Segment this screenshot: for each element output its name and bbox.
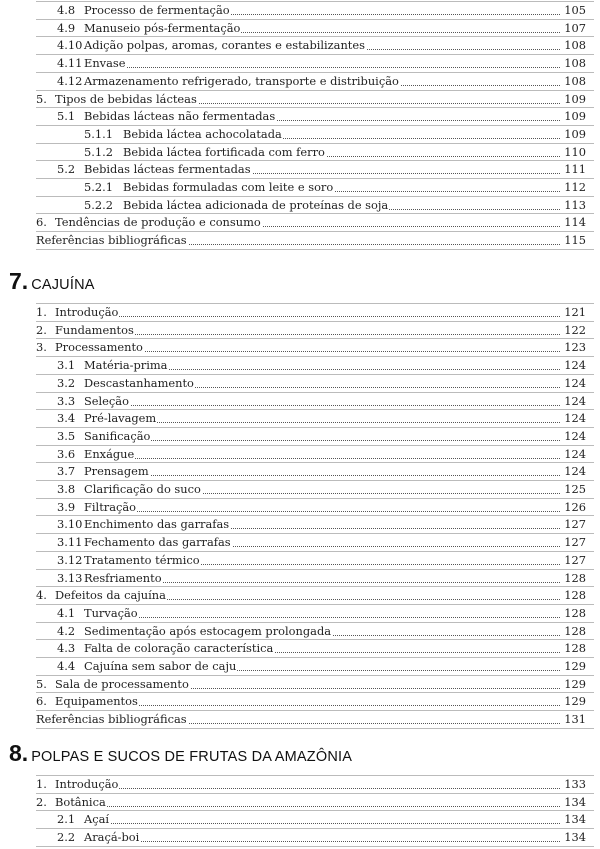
entry-title: Introdução bbox=[55, 304, 119, 322]
toc-entry[interactable] bbox=[0, 55, 600, 73]
entry-number: 3.5 bbox=[57, 428, 76, 443]
toc-entry[interactable] bbox=[0, 339, 600, 357]
toc-entry[interactable] bbox=[0, 605, 600, 623]
entry-page-number: 107 bbox=[562, 20, 586, 38]
entry-page-number: 114 bbox=[562, 214, 586, 232]
entry-title: Araçá-boi bbox=[84, 829, 140, 847]
row-rule bbox=[36, 846, 594, 847]
entry-page-number: 127 bbox=[562, 516, 586, 534]
entry-number: 2.2 bbox=[57, 830, 76, 845]
entry-number: 3.1 bbox=[57, 358, 76, 373]
entry-title: Bebidas lácteas não fermentadas bbox=[84, 108, 276, 126]
entry-page-number: 112 bbox=[562, 179, 586, 197]
entry-number: 3.9 bbox=[57, 499, 76, 514]
entry-page-number: 127 bbox=[562, 552, 586, 570]
toc-entry[interactable] bbox=[0, 410, 600, 428]
entry-number: 2.1 bbox=[57, 812, 76, 827]
toc-entry[interactable] bbox=[0, 711, 600, 729]
toc-entry[interactable] bbox=[0, 499, 600, 517]
entry-number: 4.9 bbox=[57, 20, 76, 35]
entry-page-number: 128 bbox=[562, 570, 586, 588]
entry-title: Adição polpas, aromas, corantes e estabilizantes bbox=[84, 37, 366, 55]
chapter-number: 7. bbox=[9, 268, 29, 294]
toc-entry[interactable] bbox=[0, 197, 600, 215]
entry-title: Equipamentos bbox=[55, 693, 139, 711]
entry-number: 3.3 bbox=[57, 393, 76, 408]
entry-title: Açaí bbox=[84, 811, 110, 829]
entry-page-number: 108 bbox=[562, 55, 586, 73]
entry-page-number: 113 bbox=[562, 197, 586, 215]
entry-page-number: 115 bbox=[562, 232, 586, 250]
toc-entry[interactable] bbox=[0, 640, 600, 658]
dot-leader bbox=[84, 617, 560, 618]
entry-number: 2. bbox=[36, 794, 47, 809]
entry-title: Pré-lavagem bbox=[84, 410, 157, 428]
entry-title: Sanificação bbox=[84, 428, 151, 446]
chapter-heading bbox=[9, 740, 352, 768]
toc-entry[interactable] bbox=[0, 375, 600, 393]
entry-title: Sala de processamento bbox=[55, 676, 190, 694]
toc-entry[interactable] bbox=[0, 446, 600, 464]
entry-title: Tendências de produção e consumo bbox=[55, 214, 262, 232]
entry-title: Bebidas lácteas fermentadas bbox=[84, 161, 252, 179]
toc-entry[interactable] bbox=[0, 37, 600, 55]
chapter-number: 8. bbox=[9, 740, 29, 766]
entry-title: Turvação bbox=[84, 605, 139, 623]
entry-number: 4.11 bbox=[57, 56, 83, 71]
entry-title: Seleção bbox=[84, 393, 130, 411]
entry-title: Falta de coloração característica bbox=[84, 640, 274, 658]
entry-page-number: 133 bbox=[562, 776, 586, 794]
toc-entry[interactable] bbox=[0, 428, 600, 446]
toc-entry[interactable] bbox=[0, 552, 600, 570]
entry-number: 5.2 bbox=[57, 162, 76, 177]
entry-title: Fundamentos bbox=[55, 322, 135, 340]
toc-entry[interactable] bbox=[0, 108, 600, 126]
toc-entry[interactable] bbox=[0, 623, 600, 641]
entry-title: Introdução bbox=[55, 776, 119, 794]
toc-entry[interactable] bbox=[0, 676, 600, 694]
entry-title: Defeitos da cajuína bbox=[55, 587, 167, 605]
entry-title: Manuseio pós-fermentação bbox=[84, 20, 241, 38]
entry-page-number: 124 bbox=[562, 428, 586, 446]
toc-entry[interactable] bbox=[0, 393, 600, 411]
entry-number: 4.2 bbox=[57, 623, 76, 638]
entry-title: Resfriamento bbox=[84, 570, 163, 588]
entry-number: 3.2 bbox=[57, 375, 76, 390]
dot-leader bbox=[84, 440, 560, 441]
dot-leader bbox=[84, 511, 560, 512]
entry-page-number: 134 bbox=[562, 829, 586, 847]
entry-number: 5.1.1 bbox=[84, 126, 113, 141]
entry-number: 4.12 bbox=[57, 73, 83, 88]
toc-entry[interactable] bbox=[0, 481, 600, 499]
entry-number: 3.6 bbox=[57, 446, 76, 461]
entry-title: Enchimento das garrafas bbox=[84, 516, 230, 534]
toc-entry[interactable] bbox=[0, 776, 600, 794]
entry-page-number: 129 bbox=[562, 693, 586, 711]
entry-title: Tipos de bebidas lácteas bbox=[55, 91, 198, 109]
entry-title: Cajuína sem sabor de caju bbox=[84, 658, 237, 676]
entry-title: Clarificação do suco bbox=[84, 481, 202, 499]
entry-title: Bebida láctea achocolatada bbox=[123, 126, 283, 144]
entry-page-number: 127 bbox=[562, 534, 586, 552]
dot-leader bbox=[55, 316, 560, 317]
entry-page-number: 124 bbox=[562, 393, 586, 411]
entry-page-number: 109 bbox=[562, 91, 586, 109]
entry-page-number: 128 bbox=[562, 605, 586, 623]
chapter-heading bbox=[9, 268, 95, 296]
entry-title: Bebidas formuladas com leite e soro bbox=[123, 179, 334, 197]
entry-title: Sedimentação após estocagem prolongada bbox=[84, 623, 332, 641]
entry-page-number: 134 bbox=[562, 794, 586, 812]
entry-number: 4.4 bbox=[57, 659, 76, 673]
entry-title: Matéria-prima bbox=[84, 357, 168, 375]
entry-number: 5. bbox=[36, 91, 47, 106]
entry-number: 4.1 bbox=[57, 605, 76, 620]
chapter-title: POLPAS E SUCOS DE FRUTAS DA AMAZÔNIA bbox=[31, 749, 353, 765]
entry-number: 1. bbox=[36, 305, 47, 319]
entry-number: 5.2.2 bbox=[84, 197, 113, 212]
entry-page-number: 131 bbox=[562, 711, 586, 729]
dot-leader bbox=[84, 841, 560, 842]
entry-number: 3.13 bbox=[57, 570, 83, 585]
entry-number: 3.7 bbox=[57, 464, 76, 479]
entry-page-number: 128 bbox=[562, 587, 586, 605]
toc-entry[interactable] bbox=[0, 570, 600, 588]
toc-entry[interactable] bbox=[0, 534, 600, 552]
entry-title: Bebida láctea adicionada de proteínas de soja bbox=[123, 197, 389, 215]
entry-page-number: 108 bbox=[562, 73, 586, 91]
entry-page-number: 128 bbox=[562, 623, 586, 641]
entry-number: 4.3 bbox=[57, 641, 76, 656]
dot-leader bbox=[55, 788, 560, 789]
toc-entry[interactable] bbox=[0, 463, 600, 481]
row-rule bbox=[36, 249, 594, 250]
dot-leader bbox=[84, 67, 560, 68]
entry-title: Descastanhamento bbox=[84, 375, 195, 393]
toc-entry[interactable] bbox=[0, 811, 600, 829]
toc-entry[interactable] bbox=[0, 322, 600, 340]
entry-page-number: 123 bbox=[562, 339, 586, 357]
entry-title: Botânica bbox=[55, 794, 107, 812]
entry-title: Enxágue bbox=[84, 446, 135, 464]
toc-entry[interactable] bbox=[0, 829, 600, 847]
dot-leader bbox=[55, 806, 560, 807]
toc-entry[interactable] bbox=[0, 516, 600, 534]
toc-entry[interactable] bbox=[0, 126, 600, 144]
toc-entry[interactable] bbox=[0, 73, 600, 91]
entry-page-number: 122 bbox=[562, 322, 586, 340]
entry-number: 3.8 bbox=[57, 482, 76, 496]
toc-entry[interactable] bbox=[0, 161, 600, 179]
entry-page-number: 108 bbox=[562, 37, 586, 55]
toc-entry[interactable] bbox=[0, 91, 600, 109]
dot-leader bbox=[84, 475, 560, 476]
entry-title: Referências bibliográficas bbox=[36, 232, 188, 250]
entry-page-number: 105 bbox=[562, 2, 586, 20]
entry-page-number: 124 bbox=[562, 375, 586, 393]
entry-number: 5.1 bbox=[57, 109, 76, 124]
toc-entry[interactable] bbox=[0, 2, 600, 20]
entry-title: Referências bibliográficas bbox=[36, 711, 188, 729]
chapter-title: CAJUÍNA bbox=[31, 277, 95, 293]
toc-entry[interactable] bbox=[0, 587, 600, 605]
entry-number: 6. bbox=[36, 215, 47, 230]
entry-page-number: 129 bbox=[562, 676, 586, 694]
entry-number: 3.11 bbox=[57, 535, 83, 550]
entry-number: 2. bbox=[36, 322, 47, 337]
entry-page-number: 134 bbox=[562, 811, 586, 829]
entry-page-number: 110 bbox=[562, 144, 586, 162]
entry-number: 3. bbox=[36, 340, 47, 355]
toc-entry[interactable] bbox=[0, 20, 600, 38]
entry-number: 6. bbox=[36, 694, 47, 709]
toc-entry[interactable] bbox=[0, 232, 600, 250]
entry-number: 3.4 bbox=[57, 411, 76, 426]
entry-number: 4.10 bbox=[57, 38, 83, 53]
entry-number: 3.10 bbox=[57, 517, 83, 532]
entry-number: 4. bbox=[36, 588, 47, 603]
entry-page-number: 124 bbox=[562, 446, 586, 464]
entry-page-number: 124 bbox=[562, 410, 586, 428]
toc-entry[interactable] bbox=[0, 214, 600, 232]
entry-page-number: 111 bbox=[562, 161, 586, 179]
entry-number: 5.1.2 bbox=[84, 144, 113, 159]
dot-leader bbox=[84, 823, 560, 824]
dot-leader bbox=[84, 458, 560, 459]
entry-title: Processo de fermentação bbox=[84, 2, 231, 20]
toc-entry[interactable] bbox=[0, 693, 600, 711]
entry-title: Fechamento das garrafas bbox=[84, 534, 232, 552]
toc-entry[interactable] bbox=[0, 304, 600, 322]
entry-number: 1. bbox=[36, 777, 47, 791]
row-rule bbox=[36, 728, 594, 729]
entry-page-number: 128 bbox=[562, 640, 586, 658]
entry-page-number: 109 bbox=[562, 108, 586, 126]
entry-number: 3.12 bbox=[57, 552, 83, 567]
entry-number: 4.8 bbox=[57, 3, 76, 17]
entry-page-number: 129 bbox=[562, 658, 586, 676]
toc-entry[interactable] bbox=[0, 794, 600, 812]
toc-entry[interactable] bbox=[0, 144, 600, 162]
entry-number: 5.2.1 bbox=[84, 180, 113, 194]
entry-page-number: 124 bbox=[562, 357, 586, 375]
entry-title: Bebida láctea fortificada com ferro bbox=[123, 144, 326, 162]
entry-title: Filtração bbox=[84, 499, 137, 517]
entry-number: 5. bbox=[36, 676, 47, 691]
entry-page-number: 125 bbox=[562, 481, 586, 499]
entry-page-number: 126 bbox=[562, 499, 586, 517]
entry-page-number: 121 bbox=[562, 304, 586, 322]
entry-title: Envase bbox=[84, 55, 126, 73]
entry-title: Armazenamento refrigerado, transporte e distribuição bbox=[84, 73, 400, 91]
entry-title: Prensagem bbox=[84, 463, 150, 481]
entry-page-number: 109 bbox=[562, 126, 586, 144]
toc-entry[interactable] bbox=[0, 357, 600, 375]
dot-leader bbox=[84, 405, 560, 406]
toc-entry[interactable] bbox=[0, 179, 600, 197]
entry-title: Tratamento térmico bbox=[84, 552, 201, 570]
entry-title: Processamento bbox=[55, 339, 144, 357]
toc-entry[interactable] bbox=[0, 658, 600, 676]
entry-page-number: 124 bbox=[562, 463, 586, 481]
